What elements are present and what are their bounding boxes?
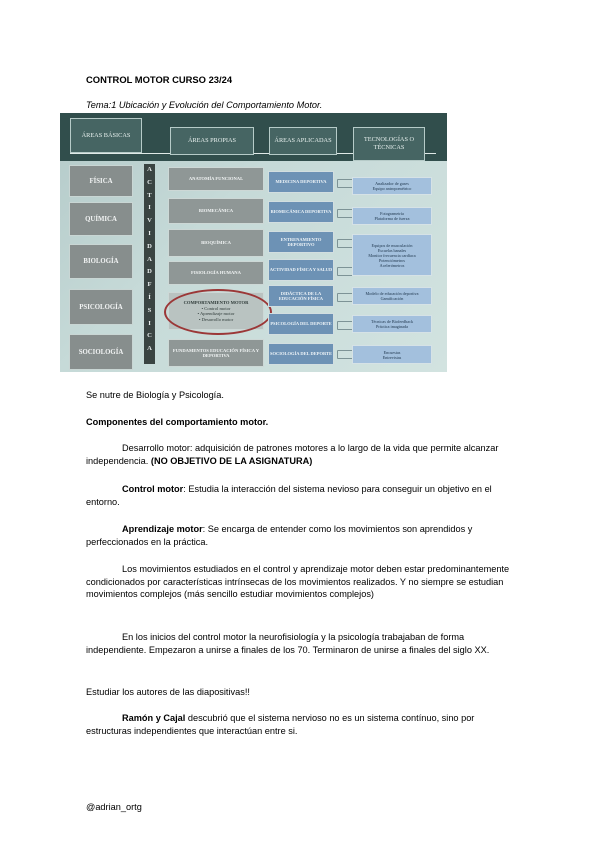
ramon-y-cajal-label: Ramón y Cajal bbox=[122, 713, 186, 723]
slide-photo bbox=[60, 113, 447, 372]
own-area-label: FISIOLOGÍA HUMANA bbox=[191, 270, 241, 276]
tech-item: Equipos de musculación bbox=[371, 242, 413, 248]
tech-box-gases bbox=[352, 177, 432, 195]
tech-item: Potenciómetros bbox=[378, 257, 406, 263]
arrow-right-icon bbox=[337, 321, 353, 330]
applied-area-sociologia: SOCIOLOGÍA DEL DEPORTE bbox=[268, 343, 334, 365]
own-area-fundamentos bbox=[168, 339, 264, 367]
activity-letter: I bbox=[148, 204, 151, 212]
arrow-right-icon bbox=[337, 267, 353, 276]
arrow-right-icon bbox=[337, 350, 353, 359]
paragraph-autores: Estudiar los autores de las diapositivas!! bbox=[86, 687, 250, 697]
activity-letter: T bbox=[147, 191, 152, 199]
applied-area-psicologia: PSICOLOGÍA DEL DEPORTE bbox=[268, 313, 334, 335]
tech-box-biofeedback bbox=[352, 315, 432, 333]
ramon-y-cajal-text: descubrió que el sistema nervioso no es un sistema contínuo, sino por estructuras independientes que interactúan entre si. bbox=[86, 713, 475, 736]
tech-item: Gamificación bbox=[380, 296, 404, 301]
actividad-fisica-bar bbox=[144, 164, 155, 364]
paragraph-movimientos: Los movimientos estudiados en el control y aprendizaje motor deben estar predominantemente condicionados por características intrínsecas de los movimientos realizados. Y no siempre se estudian movimientos complejos (más sencillo estudiar movimientos complejos) bbox=[86, 564, 510, 600]
own-area-fisiologia bbox=[168, 261, 264, 285]
paragraph-aprendizaje-motor bbox=[86, 523, 516, 548]
footer-handle: @adrian_ortg bbox=[86, 802, 142, 812]
basic-area-fisica: FÍSICA bbox=[69, 165, 133, 197]
own-area-biomecanica bbox=[168, 198, 264, 224]
applied-area-biomecanica: BIOMECÁNICA DEPORTIVA bbox=[268, 201, 334, 223]
arrow-right-icon bbox=[337, 239, 353, 248]
tech-item: Modelo de educación deportiva bbox=[365, 291, 419, 296]
aprendizaje-motor-text: : Se encarga de entender como los movimientos son aprendidos y perfeccionados en la práctica. bbox=[86, 524, 473, 547]
tech-item: Entrevistas bbox=[382, 354, 402, 360]
arrow-right-icon bbox=[337, 293, 353, 302]
applied-area-medicina: MEDICINA DEPORTIVA bbox=[268, 171, 334, 193]
paragraph-control-motor bbox=[86, 483, 516, 508]
own-area-bioquimica bbox=[168, 229, 264, 257]
tech-item: Equipo antropométrico bbox=[372, 186, 412, 191]
header-areas-aplicadas: ÁREAS APLICADAS bbox=[269, 127, 337, 155]
header-tecnologias: TECNOLOGÍAS O TÉCNICAS bbox=[353, 127, 425, 161]
paragraph-inicios: En los inicios del control motor la neurofisiología y la psicología trabajaban de forma independiente. Empezaron a unirse a finales de los 70. Terminaron de unirse a finales del siglo XX. bbox=[86, 632, 490, 655]
activity-letter: C bbox=[147, 332, 152, 340]
paragraph-nutre: Se nutre de Biología y Psicología. bbox=[86, 390, 224, 400]
tech-box-educacion-deportiva bbox=[352, 287, 432, 305]
tech-box-fotogrametria bbox=[352, 207, 432, 225]
header-areas-propias: ÁREAS PROPIAS bbox=[170, 127, 254, 155]
activity-letter: C bbox=[147, 178, 152, 186]
heading-componentes: Componentes del comportamiento motor. bbox=[86, 417, 269, 427]
tech-box-encuestas bbox=[352, 345, 432, 364]
basic-area-psicologia: PSICOLOGÍA bbox=[69, 289, 133, 325]
applied-area-didactica: DIDÁCTICA DE LA EDUCACIÓN FÍSICA bbox=[268, 285, 334, 307]
motor-item: • Desarrollo motor bbox=[198, 316, 234, 322]
tech-item: Fotogrametría bbox=[380, 211, 404, 216]
aprendizaje-motor-label: Aprendizaje motor bbox=[122, 524, 203, 534]
activity-letter: D bbox=[147, 242, 152, 250]
tech-item: Escuelas banales bbox=[377, 247, 407, 253]
tech-item: Monitor frecuencia cardíaca bbox=[368, 252, 416, 258]
highlight-ellipse bbox=[164, 289, 272, 335]
own-area-label: COMPORTAMIENTO MOTOR bbox=[183, 300, 249, 305]
own-area-label: FUNDAMENTOS EDUCACIÓN FÍSICA Y DEPORTIVA bbox=[172, 347, 260, 358]
tech-item: Analizador de gases bbox=[375, 181, 409, 186]
motor-item: • Control motor bbox=[201, 305, 231, 311]
activity-letter: D bbox=[147, 268, 152, 276]
own-area-label: BIOMECÁNICA bbox=[198, 208, 234, 214]
arrow-right-icon bbox=[337, 179, 353, 188]
arrow-right-icon bbox=[337, 209, 353, 218]
activity-letter: A bbox=[147, 166, 152, 173]
activity-letter: F bbox=[147, 281, 152, 289]
activity-letter: I bbox=[148, 319, 151, 327]
activity-letter: A bbox=[147, 255, 152, 263]
own-area-label: ANATOMÍA FUNCIONAL bbox=[188, 176, 244, 182]
own-area-label: BIOQUÍMICA bbox=[201, 240, 231, 246]
activity-letter: V bbox=[147, 217, 152, 225]
control-motor-label: Control motor bbox=[122, 484, 184, 494]
motor-item: • Aprendizaje motor bbox=[197, 311, 235, 316]
basic-area-biologia: BIOLOGÍA bbox=[69, 244, 133, 279]
tech-item: Acelerómetros bbox=[379, 262, 405, 268]
paragraph-desarrollo bbox=[86, 442, 516, 467]
tech-box-musculacion bbox=[352, 234, 432, 276]
activity-letter: I bbox=[148, 229, 151, 237]
own-area-anatomia bbox=[168, 167, 264, 191]
tech-item: Práctica imaginada bbox=[376, 324, 408, 329]
applied-area-actividad-fisica: ACTIVIDAD FÍSICA Y SALUD bbox=[268, 259, 334, 281]
activity-letter: Í bbox=[148, 293, 151, 301]
activity-letter: S bbox=[147, 306, 152, 314]
control-motor-text: : Estudia la interacción del sistema nevioso para conseguir un objetivo en el entorno. bbox=[86, 484, 492, 507]
tech-item: Encuestas bbox=[383, 349, 401, 355]
applied-area-entrenamiento: ENTRENAMIENTO DEPORTIVO bbox=[268, 231, 334, 253]
paragraph-ramon-y-cajal bbox=[86, 712, 516, 737]
activity-letter: A bbox=[147, 345, 152, 353]
desarrollo-note: (NO OBJETIVO DE LA ASIGNATURA) bbox=[150, 455, 313, 466]
basic-area-sociologia: SOCIOLOGÍA bbox=[69, 334, 133, 370]
tech-item: Plataforma de fuerza bbox=[374, 216, 410, 221]
basic-area-quimica: QUÍMICA bbox=[69, 202, 133, 236]
document-title: CONTROL MOTOR CURSO 23/24 bbox=[86, 74, 233, 85]
header-areas-basicas: ÁREAS BÁSICAS bbox=[70, 118, 142, 153]
desarrollo-text: Desarrollo motor: adquisición de patrones motores a lo largo de la vida que permite alcanzar independencia. bbox=[86, 443, 499, 466]
topic-line: Tema:1 Ubicación y Evolución del Comportamiento Motor. bbox=[86, 100, 323, 110]
tech-item: Técnicas de Biofeedback bbox=[370, 319, 414, 324]
